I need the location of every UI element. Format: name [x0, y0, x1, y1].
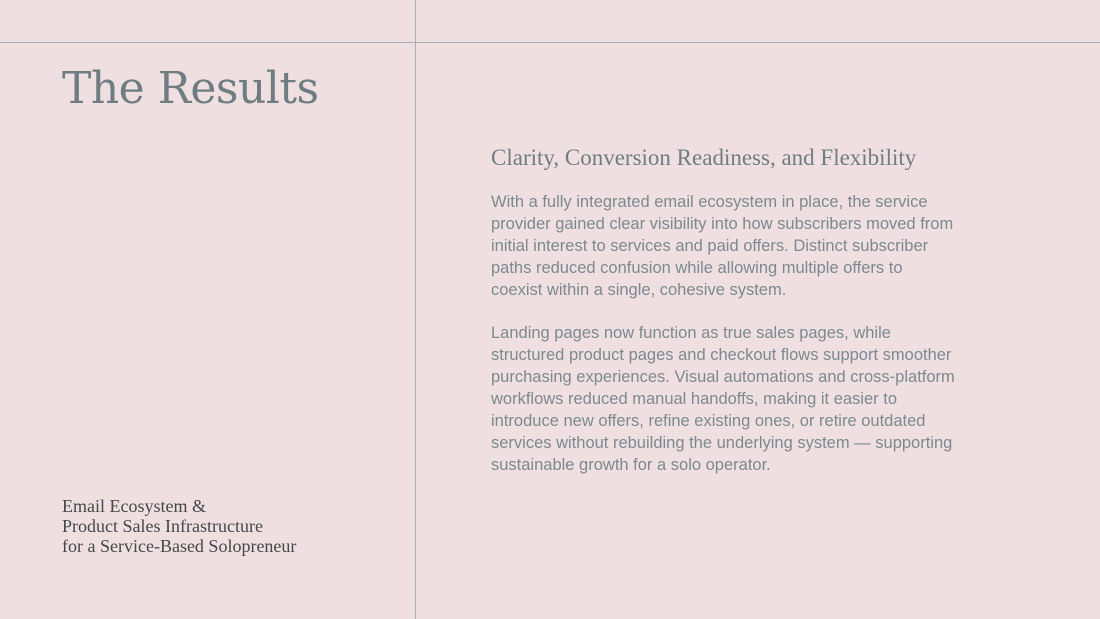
- text-line: services without rebuilding the underlying system — supporting: [491, 433, 953, 452]
- text-line: Landing pages now function as true sales pages, while: [491, 324, 891, 343]
- caption-line: Email Ecosystem &: [62, 496, 206, 516]
- text-line: sustainable growth for a solo operator.: [491, 455, 771, 474]
- caption-line: Product Sales Infrastructure: [62, 516, 263, 536]
- text-line: introduce new offers, refine existing ones, or retire outdated: [491, 411, 926, 430]
- section-heading: Clarity, Conversion Readiness, and Flexibility: [491, 145, 917, 170]
- text-line: With a fully integrated email ecosystem in place, the service: [491, 193, 928, 211]
- text-line: purchasing experiences. Visual automations and cross-platform: [491, 367, 955, 386]
- text-line: provider gained clear visibility into how subscribers moved from: [491, 214, 954, 233]
- caption-line: for a Service-Based Solopreneur: [62, 536, 297, 556]
- text-line: workflows reduced manual handoffs, making it easier to: [491, 389, 897, 408]
- horizontal-divider: [0, 42, 1100, 43]
- text-line: coexist within a single, cohesive system.: [491, 280, 787, 299]
- text-line: paths reduced confusion while allowing multiple offers to: [491, 258, 903, 277]
- results-body: [491, 192, 1011, 476]
- project-caption: [62, 496, 402, 556]
- paragraph-sales-pages: [491, 323, 1011, 476]
- page-title: The Results: [62, 63, 319, 114]
- text-line: structured product pages and checkout flows support smoother: [491, 346, 952, 365]
- paragraph-visibility: [491, 192, 1011, 302]
- text-line: initial interest to services and paid offers. Distinct subscriber: [491, 236, 929, 255]
- vertical-divider: [415, 0, 416, 619]
